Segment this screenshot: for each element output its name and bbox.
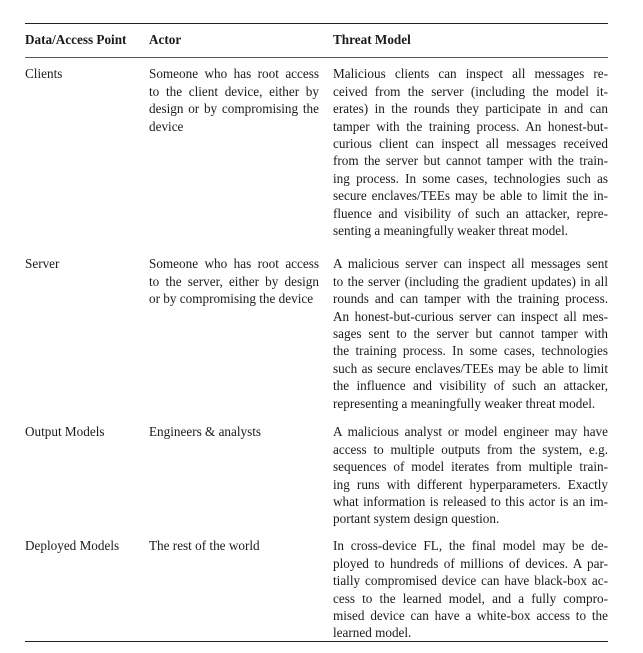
threat-line: to the server (including the gradient updates) in all (333, 273, 608, 289)
threat-line: access to multiple outputs from the system, e.g. (333, 441, 608, 457)
actor-line: or by compromising the device (149, 291, 314, 307)
header-access-point: Data/Access Point (25, 32, 127, 47)
threat-model-cell (333, 255, 608, 412)
actor-cell (149, 255, 319, 307)
actor-cell (149, 423, 319, 440)
table-row (25, 537, 608, 641)
actor-line: Someone who has root access (149, 256, 319, 272)
threat-line: from the server but cannot tamper with the train- (333, 153, 608, 169)
actor-line: design or by compromising the (149, 101, 319, 117)
threat-line: secure enclaves/TEEs may be able to limit the in- (333, 188, 608, 204)
threat-line: In cross-device FL, the final model may be de- (333, 538, 608, 554)
threat-line: A malicious analyst or model engineer may have (333, 424, 608, 440)
actor-line: Engineers & analysts (149, 424, 262, 440)
threat-model-cell (333, 423, 608, 527)
header-actor: Actor (149, 32, 182, 47)
threat-line: the training process. In some cases, technologies (333, 343, 608, 359)
header-threat-model: Threat Model (333, 32, 411, 47)
actor-line: to the server, either by design (149, 273, 319, 289)
threat-line: mised device can have a white-box access to the (333, 608, 608, 624)
threat-line: cess to the learned model, and a fully compro- (333, 590, 608, 606)
threat-line: An honest-but-curious server can inspect all mes- (333, 308, 608, 324)
threat-line: tamper with the training process. An honest-but- (333, 118, 608, 134)
table-body (25, 58, 608, 641)
threat-line: A malicious server can inspect all messages sent (333, 256, 608, 272)
threat-model-cell (333, 65, 608, 239)
threat-line: sages sent to the server but cannot tamper with (333, 326, 608, 342)
table-row (25, 65, 608, 240)
threat-line: representing a meaningfully weaker threat model. (333, 395, 596, 411)
actor-line: device (149, 118, 184, 134)
threat-line: fluence and visibility of such an attacker, repre- (333, 205, 608, 221)
actor-line: to the client device, either by (149, 83, 319, 99)
actor-cell (149, 65, 319, 135)
table-header-row (25, 24, 608, 57)
threat-line: what information is released to this actor is an im- (333, 494, 608, 510)
threat-line: the influence and visibility of such an attacker, (333, 378, 608, 394)
threat-model-cell (333, 537, 608, 641)
threat-line: such as secure enclaves/TEEs may be able to limit (333, 360, 608, 376)
threat-line: tially compromised device can have black-box ac- (333, 573, 608, 589)
actor-line: Someone who has root access (149, 66, 319, 82)
threat-line: ceived from the server (including the model it- (333, 83, 608, 99)
table-row (25, 255, 608, 412)
actor-line: The rest of the world (149, 538, 260, 554)
access-point-cell: Output Models (25, 424, 105, 440)
threat-line: erates) in the rounds they participate in and can (333, 101, 608, 117)
threat-line: senting a meaningfully weaker threat model. (333, 223, 569, 239)
table-row (25, 423, 608, 527)
threat-line: Malicious clients can inspect all messages re- (333, 66, 608, 82)
access-point-cell: Clients (25, 66, 63, 82)
access-point-cell: Server (25, 256, 60, 272)
threat-model-table (25, 23, 608, 642)
threat-line: rounds and can tamper with the training process. (333, 291, 608, 307)
threat-line: portant system design question. (333, 511, 500, 527)
threat-line: ing process. In some cases, technologies such as (333, 170, 608, 186)
threat-line: learned model. (333, 625, 412, 641)
threat-line: sequences of model iterates from multiple train- (333, 459, 608, 475)
access-point-cell: Deployed Models (25, 538, 120, 554)
actor-cell (149, 537, 319, 554)
threat-line: curious client can inspect all messages received (333, 136, 608, 152)
threat-line: ing runs with different hyperparameters. Exactly (333, 476, 608, 492)
threat-line: ployed to hundreds of millions of devices. A par- (333, 555, 608, 571)
